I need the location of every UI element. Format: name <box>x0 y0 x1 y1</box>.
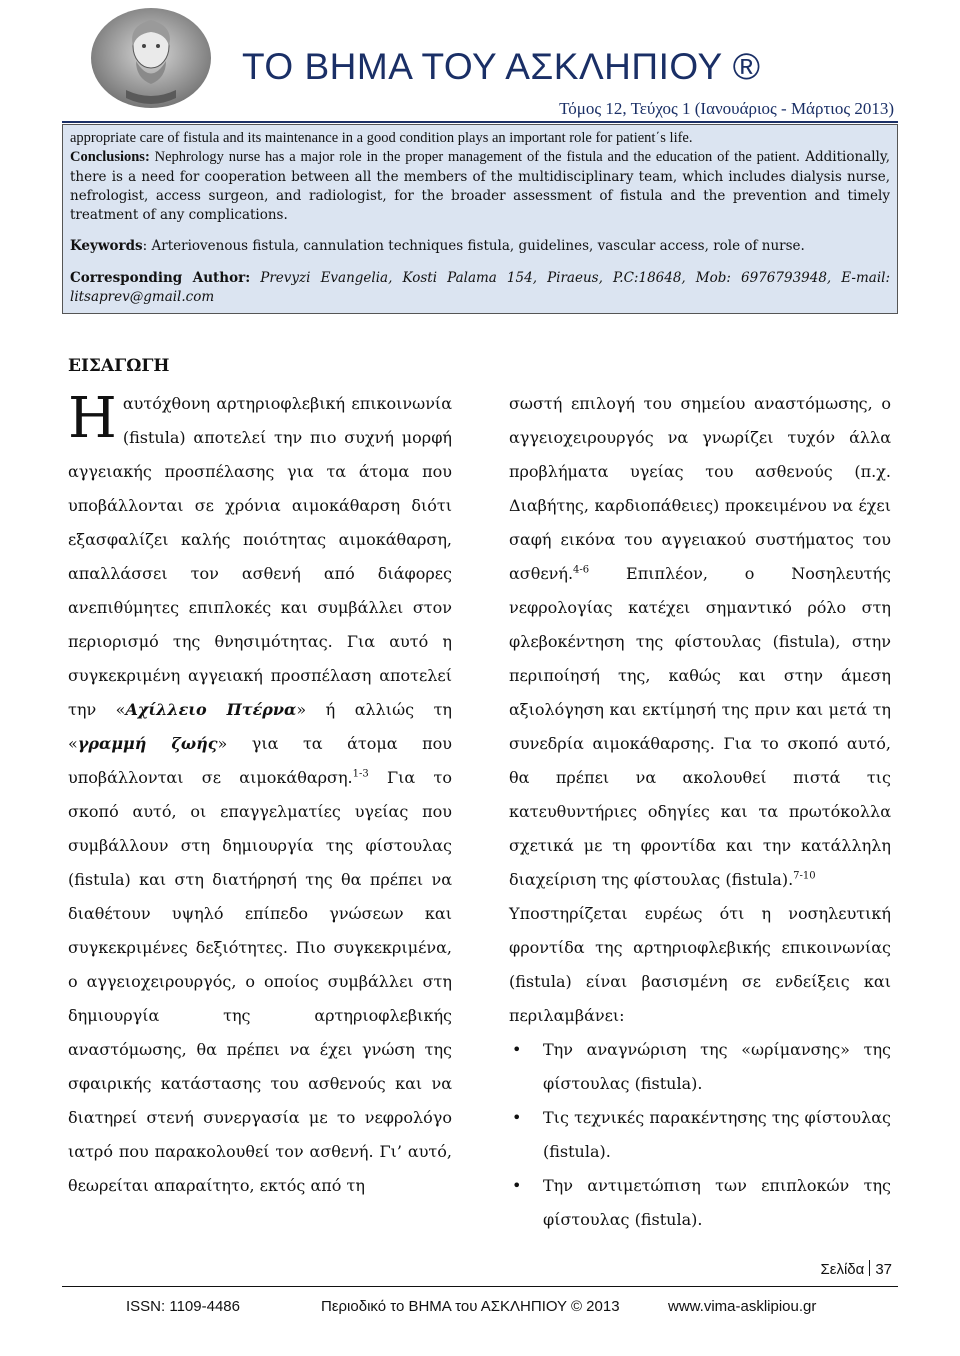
keywords-text: : Arteriovenous fistula, cannulation techniques fistula, guidelines, vascular access, role of nurse. <box>142 238 805 255</box>
right-paragraph-2: Υποστηρίζεται ευρέως ότι η νοσηλευτική φροντίδα της αρτηριοφλεβικής επικοινωνίας (fistula) είναι βασισμένη σε ενδείξεις και περιλαμβάνει: <box>509 904 891 1025</box>
list-item: • Την αναγνώριση της «ωρίμανσης» της φίστουλας (fistula). <box>509 1033 891 1101</box>
journal-title: ΤΟ ΒΗΜΑ ΤΟΥ ΑΣΚΛΗΠΙΟΥ ® <box>242 46 761 87</box>
page-value: 37 <box>875 1261 892 1278</box>
bullet-icon: • <box>512 1040 522 1059</box>
footer-website-link[interactable]: www.vima-asklipiou.gr <box>668 1298 817 1315</box>
keywords-label: Keywords <box>70 238 143 255</box>
conclusions-text: Nephrology nurse has a major role in the proper management of the fistula and the education of the patient. <box>149 149 800 166</box>
ref-7-10: 7-10 <box>793 870 816 882</box>
care-bullet-list <box>509 1033 891 1237</box>
conclusions-additional: Additionally, there is a need for cooperation between all the members of the multidisciplinary team, which includes dialysis nurse, nefrologist, access surgeon, and radiologist, for the broader assessment of fistula and the prevention and timely treatment of any complications. <box>70 149 890 224</box>
list-item: • Τις τεχνικές παρακέντησης της φίστουλας (fistula). <box>509 1101 891 1169</box>
asklepios-logo-icon <box>66 6 236 116</box>
right-text-2: Επιπλέον, ο Νοσηλευτής νεφρολογίας κατέχει σημαντικό ρόλο στη φλεβοκέντηση της φίστουλας (fistula), στην περιποίησή της, καθώς και στην άμεση αξιολόγηση και εκτίμησή της πριν και μετά τη συνεδρία αιμοκάθαρσης. Για το σκοπό αυτό, θα πρέπει να ακολουθεί πιστά τις κατευθυντήριες οδηγίες και τα πρωτόκολλα σχετικά με τη φροντίδα και την κατάλληλη διαχείριση της φίστουλας (fistula). <box>509 564 891 889</box>
emphasis-lifeline: γραμμή ζωής <box>77 734 218 753</box>
intro-paragraph <box>68 387 452 1203</box>
abstract-box <box>62 124 898 314</box>
issue-info: Τόμος 12, Τεύχος 1 (Ιανουάριος - Μάρτιος 2013) <box>559 99 894 118</box>
right-paragraph-1 <box>509 387 891 897</box>
body-right-column <box>509 387 891 1237</box>
corresponding-text: Prevyzi Evangelia, Kosti Palama 154, Piraeus, P.C:18648, Mob: 6976793948, E-mail: litsaprev@gmail.com <box>70 269 890 306</box>
emphasis-achilles: Αχίλλειο Πτέρνα <box>125 700 297 719</box>
section-title: ΕΙΣΑΓΩΓΗ <box>68 356 170 376</box>
intro-text-1: αυτόχθονη αρτηριοφλεβική επικοινωνία (fistula) αποτελεί την πιο συχνή μορφή αγγειακής προσπέλασης για τα άτομα που υποβάλλονται σε χρόνια αιμοκάθαρση διότι εξασφαλίζει καλής ποιότητας αιμοκάθαρση, απαλλάσσει τον ασθενή από διάφορες ανεπιθύμητες επιπλοκές και συμβάλλει στον περιορισμό της θνησιμότητας. Για αυτό η συγκεκριμένη αγγειακή προσπέλαση αποτελεί την « <box>68 394 452 719</box>
body-left-column <box>68 354 452 1203</box>
abstract-conclusions <box>70 148 890 225</box>
bullet-icon: • <box>512 1108 522 1127</box>
header-divider <box>62 121 898 123</box>
right-text-1: σωστή επιλογή του σημείου αναστόμωσης, ο αγγειοχειρουργός να γνωρίζει τυχόν άλλα προβλήματα υγείας του ασθενούς (π.χ. Διαβήτης, καρδιοπάθειες) προκειμένου να έχει σαφή εικόνα του αγγειακού συστήματος του ασθενή. <box>509 394 891 583</box>
bullet-icon: • <box>512 1176 522 1195</box>
ref-1-3: 1-3 <box>352 768 369 780</box>
abstract-keywords <box>70 237 890 256</box>
intro-text-2: » για τα άτομα που υποβάλλονται σε αιμοκάθαρση. <box>68 734 453 787</box>
dropcap-letter: Η <box>68 386 117 451</box>
page-label: Σελίδα <box>820 1261 865 1278</box>
footer-journal: Περιοδικό το ΒΗΜΑ του ΑΣΚΛΗΠΙΟΥ © 2013 <box>321 1298 620 1315</box>
ref-4-6: 4-6 <box>573 564 590 576</box>
intro-text-3: Για το σκοπό αυτό, οι επαγγελματίες υγείας που συμβάλλουν στη δημιουργία της φίστουλας (fistula) και στη διατήρησή της θα πρέπει να διαθέτουν υψηλό επίπεδο γνώσεων και συγκεκριμένες δεξιότητες. Πιο συγκεκριμένα, ο αγγειοχειρουργός, ο οποίος συμβάλλει στη δημιουργία της αρτηριοφλεβικής αναστόμωσης, θα πρέπει να έχει γνώση της σφαιρικής κατάστασης του ασθενούς και να διατηρεί στενή συνεργασία με το νεφρολόγο ιατρό που παρακολουθεί τον ασθενή. Γι’ αυτό, θεωρείται απαραίτητο, εκτός από τη <box>68 768 452 1195</box>
corresponding-label: Corresponding Author: <box>70 269 251 286</box>
abstract-corresponding-author <box>70 269 890 308</box>
footer-issn: ISSN: 1109-4486 <box>126 1298 240 1315</box>
page-number <box>820 1260 892 1278</box>
conclusions-label: Conclusions: <box>70 149 150 166</box>
intro-text-mid: » ή αλλιώς τη « <box>68 700 453 753</box>
footer-divider <box>62 1286 898 1287</box>
abstract-first-line: appropriate care of fistula and its maintenance in a good condition plays an important role for patient΄s life. <box>70 130 693 146</box>
list-item: • Την αντιμετώπιση των επιπλοκών της φίστουλας (fistula). <box>509 1169 891 1237</box>
